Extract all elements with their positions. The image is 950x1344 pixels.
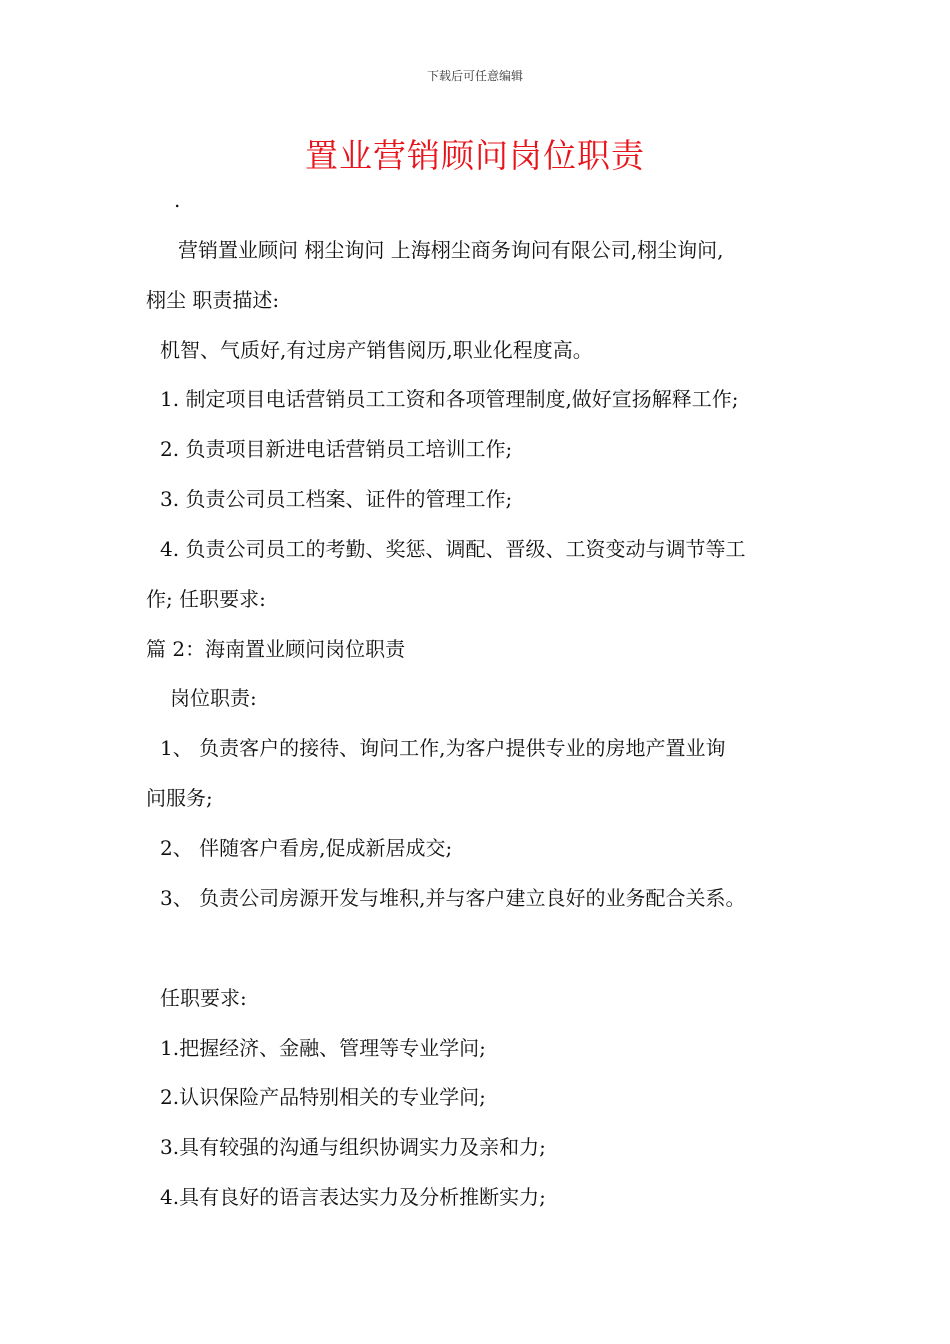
list-item: 1.把握经济、金融、管理等专业学问;: [160, 1036, 486, 1060]
list-item: 1、 负责客户的接待、询问工作,为客户提供专业的房地产置业询: [160, 736, 726, 760]
paragraph-line: 栩尘 职责描述:: [146, 288, 280, 312]
list-item: 2. 负责项目新进电话营销员工培训工作;: [160, 437, 513, 461]
paragraph-line: 机智、气质好,有过房产销售阅历,职业化程度高。: [160, 338, 593, 362]
list-item: 4.具有良好的语言表达实力及分析推断实力;: [160, 1185, 546, 1209]
list-item: 3. 负责公司员工档案、证件的管理工作;: [160, 487, 513, 511]
paragraph-line: 任职要求:: [160, 986, 247, 1010]
list-item: 4. 负责公司员工的考勤、奖惩、调配、晋级、工资变动与调节等工: [160, 537, 746, 561]
paragraph-line: 营销置业顾问 栩尘询问 上海栩尘商务询问有限公司,栩尘询问,: [178, 238, 724, 262]
paragraph-line: 岗位职责:: [170, 686, 257, 710]
list-item: 1. 制定项目电话营销员工工资和各项管理制度,做好宣扬解释工作;: [160, 387, 739, 411]
section-heading: 篇 2：海南置业顾问岗位职责: [146, 637, 406, 661]
paragraph-line: 作; 任职要求:: [146, 587, 266, 611]
list-item: 3.具有较强的沟通与组织协调实力及亲和力;: [160, 1135, 546, 1159]
header-note: 下载后可任意编辑: [426, 69, 523, 83]
page-title: 置业营销顾问岗位职责: [305, 136, 645, 175]
list-item: 3、 负责公司房源开发与堆积,并与客户建立良好的业务配合关系。: [160, 886, 746, 910]
list-item: 2、 伴随客户看房,促成新居成交;: [160, 836, 453, 860]
dot-marker: .: [174, 188, 181, 212]
list-item: 2.认识保险产品特别相关的专业学问;: [160, 1085, 486, 1109]
paragraph-line: 问服务;: [146, 786, 213, 810]
